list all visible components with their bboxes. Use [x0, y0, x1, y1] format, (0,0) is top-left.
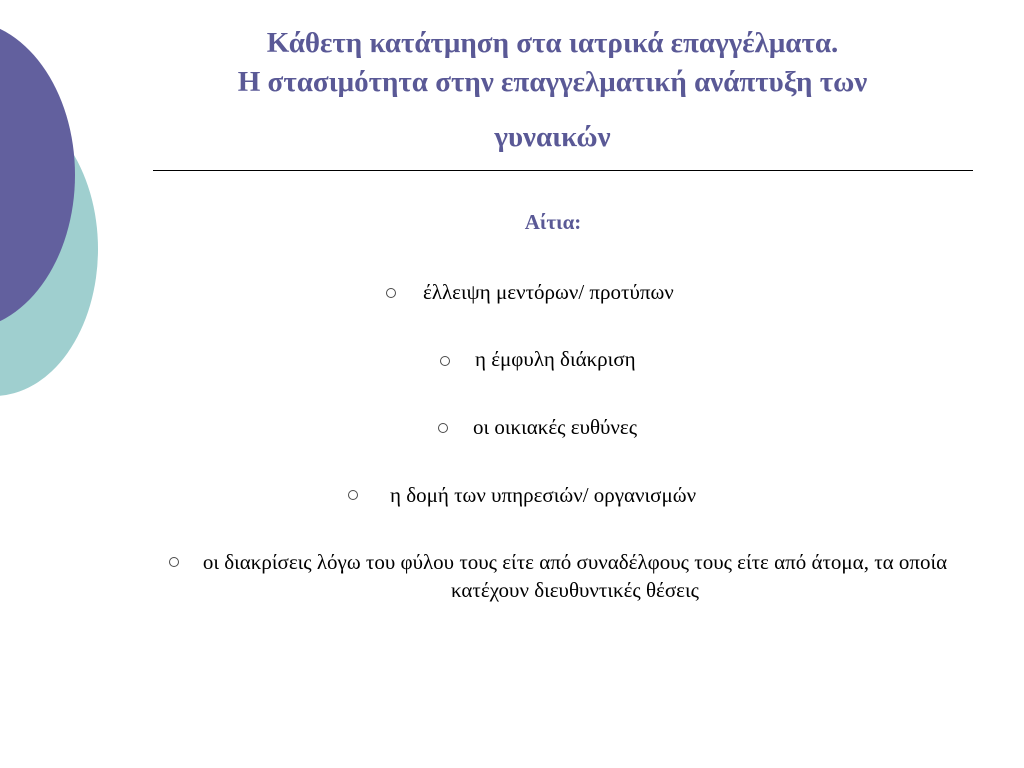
bullet-circle-icon: [169, 557, 179, 567]
title-divider: [153, 170, 973, 171]
bullet-item-5: οι διακρίσεις λόγω του φύλου τους είτε από συναδέλφους τους είτε από άτομα, τα οποία κατέχουν διευθυντικές θέσεις: [202, 550, 948, 602]
bullet-item-2: η έμφυλη διάκριση: [475, 347, 636, 371]
title-line-3: γυναικών: [494, 121, 611, 153]
title-line-1: Κάθετη κατάτμηση στα ιατρικά επαγγέλματα.: [266, 27, 839, 59]
title-line-2: Η στασιμότητα στην επαγγελματική ανάπτυξη των: [237, 66, 868, 98]
bullet-circle-icon: [440, 356, 450, 366]
bullet-item-4: η δομή των υπηρεσιών/ οργανισμών: [390, 483, 697, 507]
bullet-item-3: οι οικιακές ευθύνες: [473, 415, 638, 439]
slide-title: [150, 24, 955, 157]
causes-heading: Αίτια:: [524, 210, 582, 234]
bullet-circle-icon: [386, 288, 396, 298]
bullet-circle-icon: [348, 490, 358, 500]
bullet-item-1: έλλειψη μεντόρων/ προτύπων: [423, 280, 674, 304]
bullet-circle-icon: [438, 423, 448, 433]
